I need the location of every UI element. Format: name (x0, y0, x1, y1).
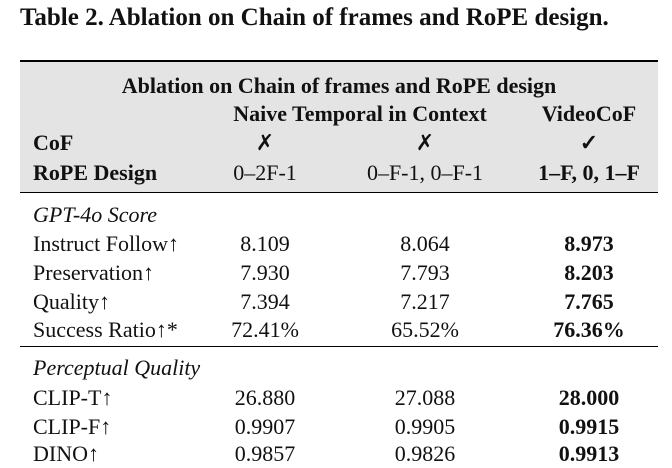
table-cell: 7.394 (240, 289, 290, 314)
section-title: GPT-4o Score (33, 202, 158, 227)
table-cell: 8.203 (564, 260, 614, 285)
table-cell: 65.52% (391, 317, 459, 342)
table-cell: 0.9913 (558, 441, 620, 466)
rope-cell: 0–F-1, 0–F-1 (366, 160, 484, 185)
table-cell: 0.9915 (558, 414, 620, 439)
cof-label: CoF (33, 130, 74, 155)
row-label: Instruct Follow↑ (33, 231, 180, 256)
group-header-naive: Naive Temporal in Context (233, 101, 487, 126)
table-cell: 0.9826 (394, 441, 456, 466)
rope-cell: 1–F, 0, 1–F (538, 160, 640, 185)
group-header-videocof: VideoCoF (541, 101, 637, 126)
table-caption: Table 2. Ablation on Chain of frames and RoPE design. (20, 4, 609, 31)
table-cell: 26.880 (234, 385, 296, 410)
row-label: Success Ratio↑* (33, 317, 178, 342)
rope-cell: 0–2F-1 (233, 160, 297, 185)
table-cell: 7.765 (564, 289, 614, 314)
table-cell: 0.9857 (234, 441, 296, 466)
table-cell: 76.36% (553, 317, 625, 342)
cof-cell: ✓ (579, 130, 599, 155)
ablation-table (20, 60, 658, 467)
table-cell: 28.000 (558, 385, 620, 410)
table-cell: 72.41% (231, 317, 299, 342)
table-cell: 27.088 (394, 385, 456, 410)
section-gpt4o (20, 193, 658, 341)
table-cell: 7.217 (400, 289, 450, 314)
row-label: Quality↑ (33, 289, 110, 314)
table-cell: 7.930 (240, 260, 290, 285)
row-label: CLIP-F↑ (33, 414, 112, 439)
table-cell: 8.064 (400, 231, 450, 256)
section-perceptual (20, 347, 658, 467)
table-cell: 0.9905 (394, 414, 456, 439)
cof-cell: ✗ (255, 130, 275, 155)
row-label: CLIP-T↑ (33, 385, 113, 410)
row-label: Preservation↑ (33, 260, 154, 285)
rope-label: RoPE Design (33, 160, 158, 185)
table-cell: 7.793 (400, 260, 450, 285)
section-title: Perceptual Quality (33, 355, 201, 380)
table-cell: 8.973 (564, 231, 614, 256)
table-cell: 0.9907 (234, 414, 296, 439)
table-cell: 8.109 (240, 231, 290, 256)
super-header: Ablation on Chain of frames and RoPE design (121, 73, 557, 98)
cof-cell: ✗ (415, 130, 435, 155)
row-label: DINO↑ (33, 441, 99, 466)
table-header (20, 62, 658, 192)
